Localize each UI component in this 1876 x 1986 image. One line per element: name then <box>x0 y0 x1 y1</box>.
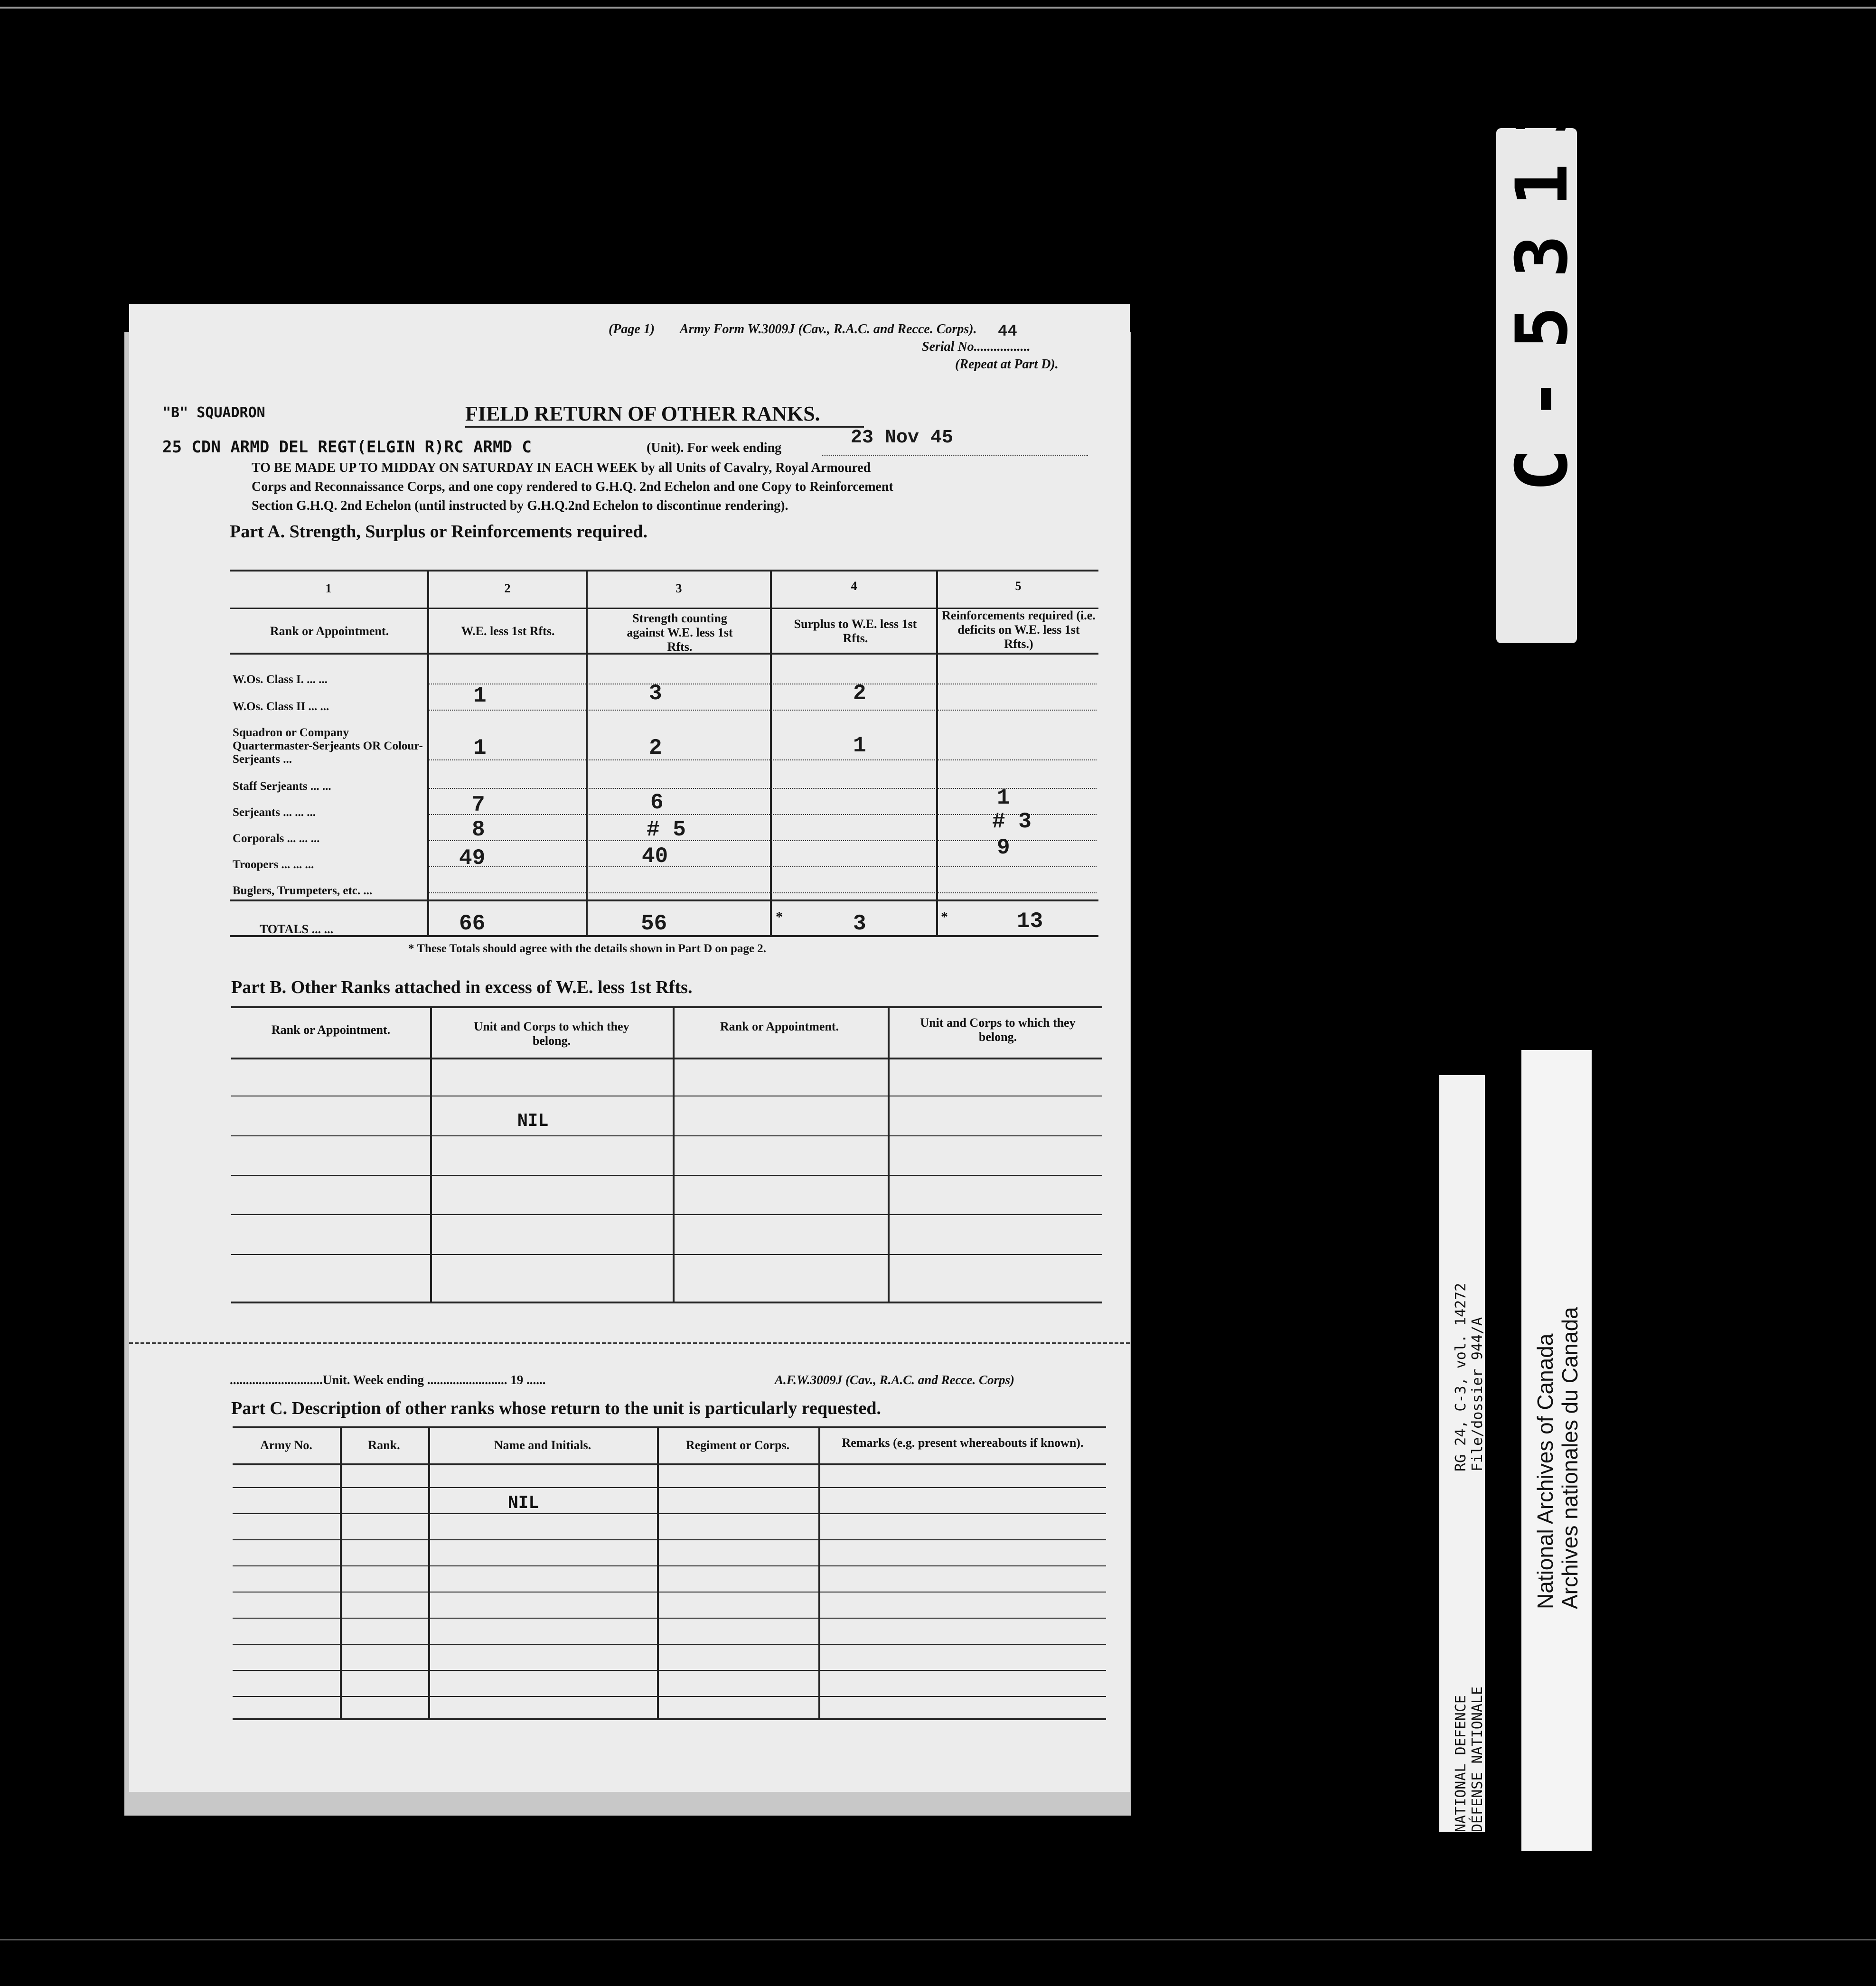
col-number-2: 2 <box>504 581 511 595</box>
part-b-rule-2 <box>231 1135 1102 1136</box>
part-b-header-unit-2: Unit and Corps to which they belong. <box>920 1016 1076 1044</box>
part-b-heading: Part B. Other Ranks attached in excess of W.E. less 1st Rfts. <box>231 977 693 997</box>
part-c-header-army-no: Army No. <box>260 1438 312 1452</box>
totals-footnote: * These Totals should agree with the details shown in Part D on page 2. <box>408 942 767 955</box>
archives-name-en: National Archives of Canada <box>1533 1333 1557 1609</box>
part-c-rule-9 <box>233 1696 1106 1697</box>
cqms-surplus: 1 <box>853 733 866 758</box>
part-b-header-rank-2: Rank or Appointment. <box>720 1020 839 1033</box>
corporals-we: 8 <box>472 817 485 842</box>
part-b-header-rule <box>231 1058 1102 1059</box>
part-b-entry: NIL <box>517 1111 549 1130</box>
part-c-heading: Part C. Description of other ranks whose return to the unit is particularly requested. <box>231 1398 881 1418</box>
row-label-staff-serjeants: Staff Serjeants ... ... <box>233 780 331 793</box>
troopers-strength: 40 <box>642 844 668 869</box>
totals-reinf: 13 <box>1017 909 1043 934</box>
part-c-rule-2 <box>233 1513 1106 1514</box>
part-c-entry: NIL <box>508 1493 539 1512</box>
col-number-5: 5 <box>1015 579 1022 593</box>
row-label-troopers: Troopers ... ... ... <box>233 858 314 871</box>
troopers-reinf: 9 <box>997 835 1010 860</box>
field-return-form <box>129 304 1130 1792</box>
troopers-we: 49 <box>459 846 486 871</box>
film-edge-bottom <box>0 1939 1876 1940</box>
tear-off-unit-line: .............................Unit. Week ending ......................... 19 ...... <box>230 1373 546 1387</box>
part-b-col-sep-1 <box>430 1006 432 1302</box>
totals-we: 66 <box>459 911 486 936</box>
part-a-top-rule <box>230 570 1098 571</box>
page-number: (Page 1) <box>609 322 655 337</box>
part-a-col-sep-1 <box>427 570 429 935</box>
part-c-col-sep-1 <box>340 1426 342 1718</box>
form-title: FIELD RETURN OF OTHER RANKS. <box>465 402 820 425</box>
archives-name-fr: Archives nationales du Canada <box>1557 1307 1582 1609</box>
part-a-heading: Part A. Strength, Surplus or Reinforcements required. <box>230 522 647 542</box>
frame-number: C-5313 <box>1501 64 1584 492</box>
col-header-reinforcements: Reinforcements required (i.e. deficits on W.E. less 1st Rfts.) <box>942 609 1096 651</box>
instructions-line-3: Section G.H.Q. 2nd Echelon (until instructed by G.H.Q.2nd Echelon to discontinue rendering). <box>252 498 788 513</box>
unit-label: (Unit). For week ending <box>647 440 782 455</box>
instructions-line-2: Corps and Reconnaissance Corps, and one copy rendered to G.H.Q. 2nd Echelon and one Copy to Reinforcement <box>252 479 893 494</box>
tear-off-form-ref: A.F.W.3009J (Cav., R.A.C. and Recce. Corps) <box>775 1373 1015 1387</box>
part-c-rule-3 <box>233 1539 1106 1540</box>
serjeants-we: 7 <box>472 793 485 817</box>
totals-surplus-star: * <box>776 909 783 925</box>
part-b-col-sep-3 <box>888 1006 890 1302</box>
totals-label: TOTALS ... ... <box>260 922 334 936</box>
cqms-we: 1 <box>473 736 487 760</box>
part-a-col-sep-3 <box>770 570 772 935</box>
part-c-bottom-rule <box>233 1718 1106 1720</box>
week-ending-value: 23 Nov 45 <box>851 427 954 449</box>
cqms-strength: 2 <box>649 736 662 760</box>
row-label-corporals: Corporals ... ... ... <box>233 832 320 845</box>
row-rule-7 <box>429 866 1097 867</box>
serial-label: Serial No................. <box>922 339 1031 354</box>
week-ending-dots <box>822 455 1088 456</box>
part-c-rule-4 <box>233 1565 1106 1566</box>
instructions-line-1: TO BE MADE UP TO MIDDAY ON SATURDAY IN EACH WEEK by all Units of Cavalry, Royal Armoured <box>252 460 871 475</box>
row-rule-3 <box>429 759 1097 760</box>
totals-reinf-star: * <box>941 909 948 925</box>
totals-strength: 56 <box>641 911 667 936</box>
part-c-header-name: Name and Initials. <box>494 1438 591 1452</box>
part-b-col-sep-2 <box>673 1006 675 1302</box>
part-b-top-rule <box>231 1006 1102 1008</box>
part-a-totals-rule <box>230 899 1098 901</box>
archive-reference-2: File/dossier 944/A <box>1469 1317 1486 1471</box>
part-c-rule-6 <box>233 1618 1106 1619</box>
col-number-3: 3 <box>675 581 682 595</box>
part-c-header-remarks: Remarks (e.g. present whereabouts if known). <box>842 1436 1084 1450</box>
col-header-strength: Strength counting against W.E. less 1st Rfts. <box>627 611 733 654</box>
part-c-col-sep-3 <box>657 1426 659 1718</box>
serjeants-strength: 6 <box>650 790 664 815</box>
form-id: Army Form W.3009J (Cav., R.A.C. and Recce. Corps). <box>680 322 977 337</box>
row-rule-8 <box>429 892 1097 893</box>
part-c-col-sep-4 <box>818 1426 820 1718</box>
film-edge-top <box>0 7 1876 9</box>
part-c-header-rule <box>233 1463 1106 1465</box>
row-label-buglers: Buglers, Trumpeters, etc. ... <box>233 884 373 897</box>
part-b-bottom-rule <box>231 1302 1102 1303</box>
archive-reference-1: RG 24, C-3, vol. 14272 <box>1453 1283 1469 1471</box>
wo2-we: 1 <box>473 684 487 708</box>
part-c-top-rule <box>233 1426 1106 1428</box>
part-b-rule-4 <box>231 1214 1102 1215</box>
corporals-strength: # 5 <box>647 817 686 842</box>
part-c-header-rank: Rank. <box>368 1438 400 1452</box>
corporals-reinf: # 3 <box>992 809 1032 834</box>
row-label-wo2: W.Os. Class II ... ... <box>233 700 329 713</box>
col-header-we: W.E. less 1st Rfts. <box>461 624 555 638</box>
repeat-note: (Repeat at Part D). <box>955 357 1059 372</box>
archive-department-1: NATIONAL DEFENCE <box>1453 1695 1469 1832</box>
wo2-strength: 3 <box>649 681 662 706</box>
part-b-header-rank-1: Rank or Appointment. <box>271 1023 391 1037</box>
row-label-wo1: W.Os. Class I. ... ... <box>233 673 328 686</box>
totals-surplus: 3 <box>853 911 866 936</box>
wo2-surplus: 2 <box>853 681 866 706</box>
part-c-rule-8 <box>233 1670 1106 1671</box>
part-a-col-sep-2 <box>586 570 588 935</box>
part-c-col-sep-2 <box>428 1426 430 1718</box>
row-label-cqms: Squadron or Company Quartermaster-Serjeants OR Colour-Serjeants ... <box>233 726 423 766</box>
part-b-rule-3 <box>231 1175 1102 1176</box>
serial-value: 44 <box>998 323 1017 341</box>
tear-off-line <box>129 1342 1130 1344</box>
serjeants-reinf: 1 <box>997 786 1010 810</box>
col-header-rank: Rank or Appointment. <box>270 624 389 638</box>
archive-department-2: DÉFENSE NATIONALE <box>1469 1686 1486 1832</box>
part-c-header-regiment: Regiment or Corps. <box>685 1438 790 1452</box>
row-label-serjeants: Serjeants ... ... ... <box>233 806 316 819</box>
part-b-rule-5 <box>231 1254 1102 1255</box>
part-c-rule-7 <box>233 1644 1106 1645</box>
part-a-col-sep-4 <box>936 570 938 935</box>
part-b-header-unit-1: Unit and Corps to which they belong. <box>474 1020 629 1048</box>
col-number-1: 1 <box>325 581 332 595</box>
col-header-surplus: Surplus to W.E. less 1st Rfts. <box>794 617 917 645</box>
col-number-4: 4 <box>851 579 857 593</box>
unit-name: 25 CDN ARMD DEL REGT(ELGIN R)RC ARMD C <box>162 438 532 457</box>
part-c-rule-5 <box>233 1592 1106 1593</box>
part-c-rule-1 <box>233 1487 1106 1488</box>
title-underline <box>465 426 864 428</box>
squadron: "B" SQUADRON <box>162 404 265 421</box>
row-rule-2 <box>429 710 1097 711</box>
